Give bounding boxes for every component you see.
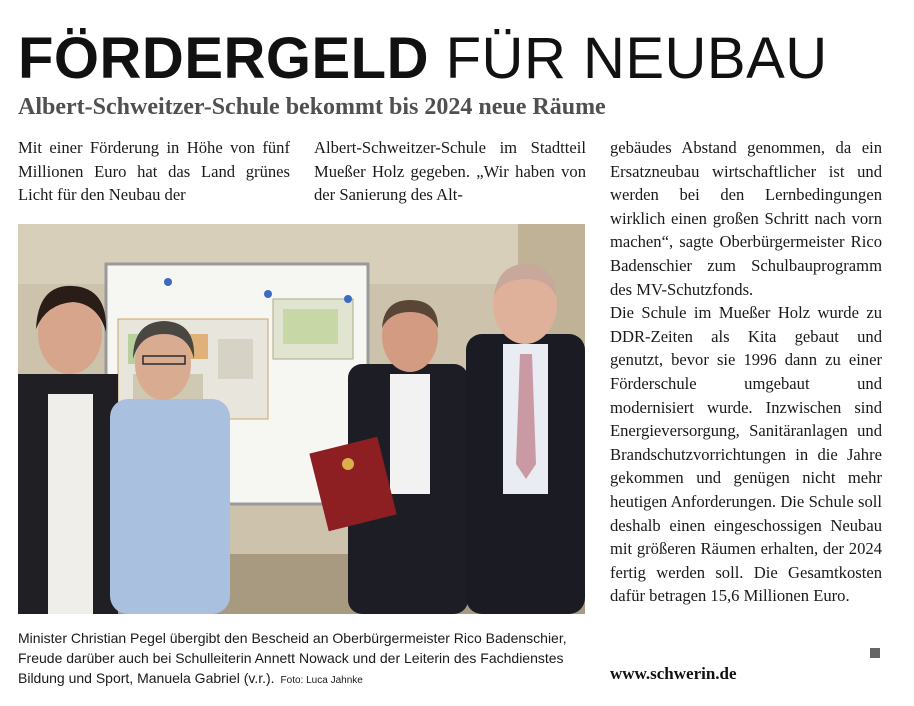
body-text-col3-p1: gebäudes Abstand genommen, da ein Ersatzneubau wirtschaftlicher ist und werden bei den Lernbedingungen wirklich einen großen Schritt nach vorn machen“, sagte Oberbürgermeister Rico Badenschier zum Schulbauprogramm des MV-Schutzfonds. [610,138,882,299]
body-text-col3-p2: Die Schule im Mueßer Holz wurde zu DDR-Zeiten als Kita gebaut und genutzt, bevor sie 1996 dann zu einer Förderschule umgebaut und modernisiert wurde. Inzwischen sind Energieversorgung, Sanitäranlagen und Brandschutzvorrichtungen in die Jahre gekommen und genügen nicht mehr heutigen Anforderungen. Die Schule soll deshalb einen eingeschossigen Neubau mit größeren Räumen erhalten, der 2024 fertig werden soll. Die Gesamtkosten dafür betragen 15,6 Millionen Euro. [610,303,882,606]
photo-caption [18,628,590,691]
headline-bold: FÖRDERGELD [18,26,429,91]
headline [18,26,828,92]
website-link[interactable]: www.schwerin.de [610,664,737,683]
photo-credit: Foto: Luca Jahnke [280,675,363,686]
subheadline: Albert-Schweitzer-Schule bekommt bis 2024 neue Räume [18,94,606,120]
article-photo [18,224,585,614]
headline-light: FÜR NEUBAU [445,26,828,91]
body-column-3 [610,136,882,608]
body-column-1 [18,136,290,207]
article-end-square-icon [870,648,880,658]
body-text-col2: Albert-Schweitzer-Schule im Stadtteil Mueßer Holz gegeben. „Wir haben von der Sanierung des Alt- [314,138,586,205]
body-text-col1: Mit einer Förderung in Höhe von fünf Millionen Euro hat das Land grünes Licht für den Neubau der [18,138,290,205]
photo-illustration [18,224,585,614]
caption-text: Minister Christian Pegel übergibt den Bescheid an Oberbürgermeister Rico Badenschier, Freude darüber auch bei Schulleiterin Annett Nowack und der Leiterin des Fachdienstes Bildung und Sport, Manuela Gabriel (v.r.). [18,630,567,686]
body-column-2 [314,136,586,207]
